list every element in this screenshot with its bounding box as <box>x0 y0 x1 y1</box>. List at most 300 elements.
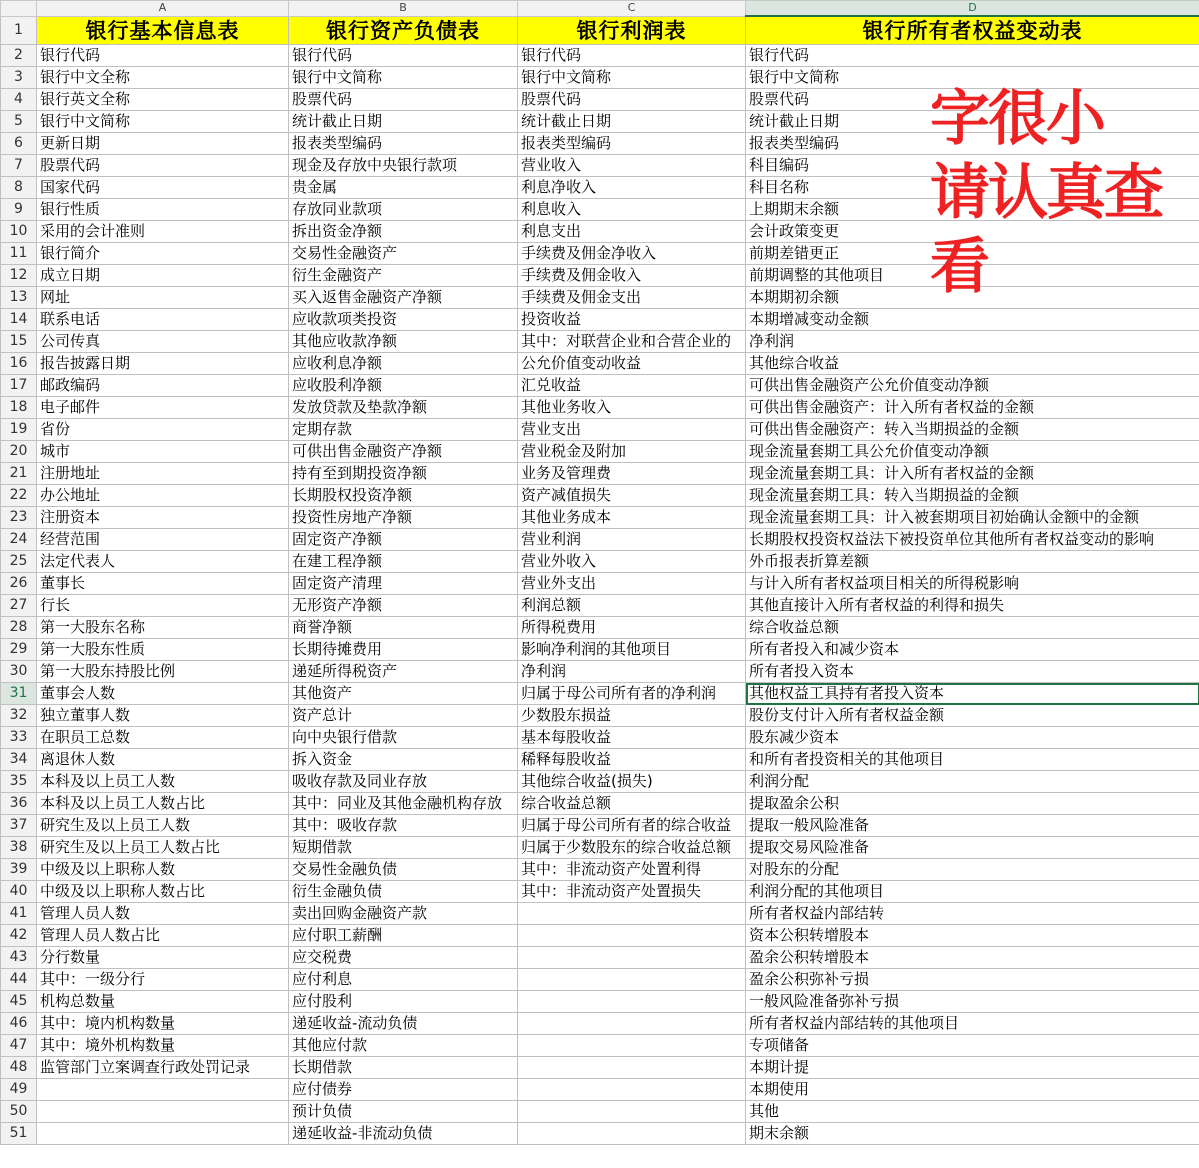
row-number[interactable]: 2 <box>1 45 37 67</box>
table-row <box>1 683 1199 705</box>
cell-d[interactable]: 股东减少资本 <box>746 727 1199 749</box>
cell-c[interactable]: 其中：非流动资产处置损失 <box>518 881 746 903</box>
header-cell-income-statement[interactable]: 银行利润表 <box>518 16 746 45</box>
table-row <box>1 353 1199 375</box>
cell-d[interactable]: 前期调整的其他项目 <box>746 265 1199 287</box>
cell-d[interactable]: 提取一般风险准备 <box>746 815 1199 837</box>
column-header-d[interactable]: D <box>746 1 1199 17</box>
row-number[interactable]: 51 <box>1 1123 37 1145</box>
cell-a[interactable]: 中级及以上职称人数占比 <box>37 881 289 903</box>
select-all-corner[interactable] <box>1 1 37 17</box>
cell-a[interactable]: 第一大股东名称 <box>37 617 289 639</box>
row-number[interactable]: 19 <box>1 419 37 441</box>
cell-a[interactable]: 行长 <box>37 595 289 617</box>
row-number[interactable]: 50 <box>1 1101 37 1123</box>
cell-d[interactable]: 资本公积转增股本 <box>746 925 1199 947</box>
row-number[interactable]: 9 <box>1 199 37 221</box>
cell-b[interactable]: 递延收益-非流动负债 <box>289 1123 518 1145</box>
row-number[interactable]: 17 <box>1 375 37 397</box>
cell-b[interactable]: 其他资产 <box>289 683 518 705</box>
cell-a[interactable]: 中级及以上职称人数 <box>37 859 289 881</box>
cell-d[interactable]: 报表类型编码 <box>746 133 1199 155</box>
table-row <box>1 617 1199 639</box>
cell-a[interactable]: 网址 <box>37 287 289 309</box>
row-number[interactable]: 27 <box>1 595 37 617</box>
cell-c[interactable] <box>518 1079 746 1101</box>
column-header-c[interactable]: C <box>518 1 746 17</box>
table-row <box>1 375 1199 397</box>
cell-b[interactable]: 投资性房地产净额 <box>289 507 518 529</box>
cell-a[interactable]: 其中：一级分行 <box>37 969 289 991</box>
cell-d[interactable]: 一般风险准备弥补亏损 <box>746 991 1199 1013</box>
cell-c[interactable]: 稀释每股收益 <box>518 749 746 771</box>
table-row <box>1 705 1199 727</box>
cell-c[interactable]: 利润总额 <box>518 595 746 617</box>
cell-b[interactable]: 股票代码 <box>289 89 518 111</box>
row-number[interactable]: 44 <box>1 969 37 991</box>
cell-c[interactable]: 统计截止日期 <box>518 111 746 133</box>
row-number[interactable]: 35 <box>1 771 37 793</box>
cell-d[interactable]: 现金流量套期工具：计入被套期项目初始确认金额中的金额 <box>746 507 1199 529</box>
cell-d[interactable]: 长期股权投资权益法下被投资单位其他所有者权益变动的影响 <box>746 529 1199 551</box>
row-number[interactable]: 3 <box>1 67 37 89</box>
cell-a[interactable]: 联系电话 <box>37 309 289 331</box>
header-cell-equity-changes[interactable]: 银行所有者权益变动表 <box>746 16 1199 45</box>
table-row <box>1 441 1199 463</box>
cell-c[interactable] <box>518 1101 746 1123</box>
cell-c[interactable]: 营业利润 <box>518 529 746 551</box>
row-number[interactable]: 39 <box>1 859 37 881</box>
cell-a[interactable]: 银行中文全称 <box>37 67 289 89</box>
cell-b[interactable]: 发放贷款及垫款净额 <box>289 397 518 419</box>
cell-a[interactable]: 银行英文全称 <box>37 89 289 111</box>
cell-c[interactable]: 少数股东损益 <box>518 705 746 727</box>
cell-c[interactable]: 利息支出 <box>518 221 746 243</box>
cell-a[interactable]: 国家代码 <box>37 177 289 199</box>
cell-c[interactable]: 所得税费用 <box>518 617 746 639</box>
row-number[interactable]: 30 <box>1 661 37 683</box>
cell-d[interactable]: 对股东的分配 <box>746 859 1199 881</box>
cell-d[interactable]: 其他 <box>746 1101 1199 1123</box>
cell-a[interactable]: 注册地址 <box>37 463 289 485</box>
cell-b[interactable]: 无形资产净额 <box>289 595 518 617</box>
cell-b[interactable]: 吸收存款及同业存放 <box>289 771 518 793</box>
cell-c[interactable] <box>518 991 746 1013</box>
cell-b[interactable]: 在建工程净额 <box>289 551 518 573</box>
cell-b[interactable]: 长期股权投资净额 <box>289 485 518 507</box>
row-number[interactable]: 7 <box>1 155 37 177</box>
table-row <box>1 595 1199 617</box>
cell-c[interactable]: 归属于少数股东的综合收益总额 <box>518 837 746 859</box>
row-number[interactable]: 36 <box>1 793 37 815</box>
cell-c[interactable]: 营业外收入 <box>518 551 746 573</box>
annotation-line: 字很小 <box>930 84 1104 154</box>
cell-a[interactable] <box>37 1079 289 1101</box>
cell-a[interactable]: 股票代码 <box>37 155 289 177</box>
row-number[interactable]: 10 <box>1 221 37 243</box>
annotation-line: 请认真查 <box>930 158 1162 228</box>
cell-d[interactable]: 科目名称 <box>746 177 1199 199</box>
row-number[interactable]: 42 <box>1 925 37 947</box>
cell-a[interactable] <box>37 1123 289 1145</box>
cell-a[interactable]: 银行性质 <box>37 199 289 221</box>
cell-b[interactable]: 持有至到期投资净额 <box>289 463 518 485</box>
cell-c[interactable]: 汇兑收益 <box>518 375 746 397</box>
cell-c[interactable] <box>518 925 746 947</box>
cell-a[interactable]: 电子邮件 <box>37 397 289 419</box>
cell-b[interactable]: 银行中文简称 <box>289 67 518 89</box>
row-number[interactable]: 22 <box>1 485 37 507</box>
row-number[interactable]: 31 <box>1 683 37 705</box>
cell-d[interactable]: 本期增减变动金额 <box>746 309 1199 331</box>
cell-a[interactable]: 更新日期 <box>37 133 289 155</box>
column-header-a[interactable]: A <box>37 1 289 17</box>
cell-b[interactable]: 其他应收款净额 <box>289 331 518 353</box>
cell-d[interactable]: 本期计提 <box>746 1057 1199 1079</box>
cell-b[interactable]: 交易性金融资产 <box>289 243 518 265</box>
cell-d[interactable]: 所有者权益内部结转的其他项目 <box>746 1013 1199 1035</box>
cell-c[interactable]: 手续费及佣金支出 <box>518 287 746 309</box>
row-number[interactable]: 40 <box>1 881 37 903</box>
table-row <box>1 45 1199 67</box>
cell-d[interactable]: 所有者权益内部结转 <box>746 903 1199 925</box>
cell-d[interactable]: 期末余额 <box>746 1123 1199 1145</box>
cell-a[interactable]: 采用的会计准则 <box>37 221 289 243</box>
cell-a[interactable]: 董事长 <box>37 573 289 595</box>
cell-a[interactable]: 公司传真 <box>37 331 289 353</box>
table-row <box>1 507 1199 529</box>
cell-c[interactable]: 归属于母公司所有者的综合收益 <box>518 815 746 837</box>
cell-a[interactable]: 城市 <box>37 441 289 463</box>
cell-c[interactable]: 营业外支出 <box>518 573 746 595</box>
cell-d[interactable]: 可供出售金融资产公允价值变动净额 <box>746 375 1199 397</box>
table-row <box>1 1057 1199 1079</box>
cell-a[interactable]: 管理人员人数 <box>37 903 289 925</box>
cell-d[interactable]: 现金流量套期工具：转入当期损益的金额 <box>746 485 1199 507</box>
cell-a[interactable]: 报告披露日期 <box>37 353 289 375</box>
cell-d[interactable]: 银行中文简称 <box>746 67 1199 89</box>
cell-b[interactable]: 预计负债 <box>289 1101 518 1123</box>
cell-a[interactable]: 经营范围 <box>37 529 289 551</box>
row-number[interactable]: 18 <box>1 397 37 419</box>
cell-c[interactable]: 投资收益 <box>518 309 746 331</box>
cell-b[interactable]: 贵金属 <box>289 177 518 199</box>
cell-b[interactable]: 卖出回购金融资产款 <box>289 903 518 925</box>
cell-c[interactable]: 公允价值变动收益 <box>518 353 746 375</box>
cell-a[interactable]: 办公地址 <box>37 485 289 507</box>
cell-c[interactable]: 股票代码 <box>518 89 746 111</box>
table-row <box>1 485 1199 507</box>
cell-a[interactable]: 成立日期 <box>37 265 289 287</box>
row-number[interactable]: 20 <box>1 441 37 463</box>
active-cell[interactable]: 其他权益工具持有者投入资本 <box>746 683 1199 705</box>
cell-b[interactable]: 衍生金融资产 <box>289 265 518 287</box>
row-number[interactable]: 5 <box>1 111 37 133</box>
cell-c[interactable]: 银行中文简称 <box>518 67 746 89</box>
row-number[interactable]: 21 <box>1 463 37 485</box>
cell-b[interactable]: 其中：吸收存款 <box>289 815 518 837</box>
cell-a[interactable]: 银行代码 <box>37 45 289 67</box>
table-row <box>1 881 1199 903</box>
cell-b[interactable]: 可供出售金融资产净额 <box>289 441 518 463</box>
cell-b[interactable]: 固定资产清理 <box>289 573 518 595</box>
cell-a[interactable]: 研究生及以上员工人数 <box>37 815 289 837</box>
cell-c[interactable]: 银行代码 <box>518 45 746 67</box>
row-number[interactable]: 38 <box>1 837 37 859</box>
cell-c[interactable]: 业务及管理费 <box>518 463 746 485</box>
cell-b[interactable]: 报表类型编码 <box>289 133 518 155</box>
cell-d[interactable]: 可供出售金融资产：计入所有者权益的金额 <box>746 397 1199 419</box>
cell-c[interactable]: 综合收益总额 <box>518 793 746 815</box>
cell-b[interactable]: 现金及存放中央银行款项 <box>289 155 518 177</box>
cell-c[interactable] <box>518 1057 746 1079</box>
cell-c[interactable]: 其他业务收入 <box>518 397 746 419</box>
annotation-line: 看 <box>930 232 988 302</box>
cell-c[interactable]: 手续费及佣金净收入 <box>518 243 746 265</box>
cell-b[interactable]: 拆出资金净额 <box>289 221 518 243</box>
cell-b[interactable]: 长期借款 <box>289 1057 518 1079</box>
row-number[interactable]: 11 <box>1 243 37 265</box>
cell-b[interactable]: 定期存款 <box>289 419 518 441</box>
cell-b[interactable]: 短期借款 <box>289 837 518 859</box>
cell-c[interactable]: 资产减值损失 <box>518 485 746 507</box>
table-row <box>1 199 1199 221</box>
header-row <box>1 16 1199 45</box>
cell-a[interactable]: 机构总数量 <box>37 991 289 1013</box>
row-number[interactable]: 45 <box>1 991 37 1013</box>
cell-c[interactable]: 营业收入 <box>518 155 746 177</box>
row-number[interactable]: 29 <box>1 639 37 661</box>
cell-b[interactable]: 应付利息 <box>289 969 518 991</box>
cell-d[interactable]: 其他综合收益 <box>746 353 1199 375</box>
cell-d[interactable]: 利润分配 <box>746 771 1199 793</box>
cell-c[interactable]: 其中：对联营企业和合营企业的 <box>518 331 746 353</box>
cell-c[interactable]: 营业税金及附加 <box>518 441 746 463</box>
table-row <box>1 463 1199 485</box>
cell-b[interactable]: 应收利息净额 <box>289 353 518 375</box>
table-row <box>1 859 1199 881</box>
cell-d[interactable]: 前期差错更正 <box>746 243 1199 265</box>
cell-d[interactable]: 利润分配的其他项目 <box>746 881 1199 903</box>
cell-b[interactable]: 应付职工薪酬 <box>289 925 518 947</box>
cell-a[interactable]: 研究生及以上员工人数占比 <box>37 837 289 859</box>
row-number[interactable]: 48 <box>1 1057 37 1079</box>
cell-d[interactable]: 所有者投入和减少资本 <box>746 639 1199 661</box>
table-row <box>1 749 1199 771</box>
cell-b[interactable]: 应付债券 <box>289 1079 518 1101</box>
cell-d[interactable]: 现金流量套期工具：计入所有者权益的金额 <box>746 463 1199 485</box>
cell-d[interactable]: 本期期初余额 <box>746 287 1199 309</box>
table-row <box>1 177 1199 199</box>
table-row <box>1 837 1199 859</box>
cell-a[interactable]: 其中：境内机构数量 <box>37 1013 289 1035</box>
cell-a[interactable]: 离退休人数 <box>37 749 289 771</box>
cell-a[interactable]: 其中：境外机构数量 <box>37 1035 289 1057</box>
cell-a[interactable]: 法定代表人 <box>37 551 289 573</box>
cell-b[interactable]: 统计截止日期 <box>289 111 518 133</box>
cell-c[interactable]: 报表类型编码 <box>518 133 746 155</box>
cell-a[interactable]: 在职员工总数 <box>37 727 289 749</box>
cell-b[interactable]: 其中：同业及其他金融机构存放 <box>289 793 518 815</box>
cell-c[interactable]: 其中：非流动资产处置利得 <box>518 859 746 881</box>
row-number[interactable]: 49 <box>1 1079 37 1101</box>
row-number[interactable]: 15 <box>1 331 37 353</box>
cell-d[interactable]: 外币报表折算差额 <box>746 551 1199 573</box>
row-number[interactable]: 33 <box>1 727 37 749</box>
cell-c[interactable]: 营业支出 <box>518 419 746 441</box>
row-number[interactable]: 47 <box>1 1035 37 1057</box>
cell-c[interactable] <box>518 1013 746 1035</box>
cell-b[interactable]: 应收股利净额 <box>289 375 518 397</box>
table-row <box>1 331 1199 353</box>
column-header-b[interactable]: B <box>289 1 518 17</box>
row-number[interactable]: 34 <box>1 749 37 771</box>
cell-d[interactable]: 银行代码 <box>746 45 1199 67</box>
cell-b[interactable]: 商誉净额 <box>289 617 518 639</box>
table-row <box>1 265 1199 287</box>
cell-a[interactable]: 省份 <box>37 419 289 441</box>
cell-d[interactable]: 净利润 <box>746 331 1199 353</box>
row-number[interactable]: 23 <box>1 507 37 529</box>
cell-a[interactable]: 管理人员人数占比 <box>37 925 289 947</box>
cell-d[interactable]: 其他直接计入所有者权益的利得和损失 <box>746 595 1199 617</box>
table-row <box>1 551 1199 573</box>
row-number[interactable]: 26 <box>1 573 37 595</box>
cell-d[interactable]: 股票代码 <box>746 89 1199 111</box>
cell-c[interactable]: 净利润 <box>518 661 746 683</box>
cell-c[interactable]: 利息净收入 <box>518 177 746 199</box>
cell-c[interactable] <box>518 903 746 925</box>
cell-a[interactable]: 注册资本 <box>37 507 289 529</box>
cell-b[interactable]: 应付股利 <box>289 991 518 1013</box>
cell-b[interactable]: 固定资产净额 <box>289 529 518 551</box>
cell-d[interactable]: 上期期末余额 <box>746 199 1199 221</box>
cell-a[interactable]: 邮政编码 <box>37 375 289 397</box>
cell-d[interactable]: 本期使用 <box>746 1079 1199 1101</box>
cell-d[interactable]: 盈余公积转增股本 <box>746 947 1199 969</box>
cell-d[interactable]: 与计入所有者权益项目相关的所得税影响 <box>746 573 1199 595</box>
cell-b[interactable]: 交易性金融负债 <box>289 859 518 881</box>
row-number[interactable]: 12 <box>1 265 37 287</box>
cell-c[interactable]: 其他综合收益(损失) <box>518 771 746 793</box>
cell-d[interactable]: 提取交易风险准备 <box>746 837 1199 859</box>
row-number[interactable]: 46 <box>1 1013 37 1035</box>
cell-b[interactable]: 向中央银行借款 <box>289 727 518 749</box>
cell-a[interactable]: 董事会人数 <box>37 683 289 705</box>
cell-d[interactable]: 盈余公积弥补亏损 <box>746 969 1199 991</box>
cell-d[interactable]: 统计截止日期 <box>746 111 1199 133</box>
cell-d[interactable]: 提取盈余公积 <box>746 793 1199 815</box>
cell-d[interactable]: 综合收益总额 <box>746 617 1199 639</box>
cell-b[interactable]: 衍生金融负债 <box>289 881 518 903</box>
cell-b[interactable]: 递延收益-流动负债 <box>289 1013 518 1035</box>
cell-b[interactable]: 资产总计 <box>289 705 518 727</box>
row-number[interactable]: 37 <box>1 815 37 837</box>
row-number[interactable]: 32 <box>1 705 37 727</box>
row-number[interactable]: 13 <box>1 287 37 309</box>
cell-c[interactable] <box>518 969 746 991</box>
table-row <box>1 67 1199 89</box>
table-row <box>1 793 1199 815</box>
cell-a[interactable]: 本科及以上员工人数占比 <box>37 793 289 815</box>
cell-d[interactable]: 现金流量套期工具公允价值变动净额 <box>746 441 1199 463</box>
row-number[interactable]: 8 <box>1 177 37 199</box>
cell-c[interactable]: 归属于母公司所有者的净利润 <box>518 683 746 705</box>
table-row <box>1 639 1199 661</box>
table-row <box>1 155 1199 177</box>
table-row <box>1 771 1199 793</box>
cell-d[interactable]: 可供出售金融资产：转入当期损益的金额 <box>746 419 1199 441</box>
cell-b[interactable]: 其他应付款 <box>289 1035 518 1057</box>
cell-a[interactable]: 银行中文简称 <box>37 111 289 133</box>
cell-c[interactable]: 基本每股收益 <box>518 727 746 749</box>
cell-a[interactable]: 第一大股东性质 <box>37 639 289 661</box>
cell-c[interactable]: 影响净利润的其他项目 <box>518 639 746 661</box>
cell-b[interactable]: 拆入资金 <box>289 749 518 771</box>
table-row <box>1 111 1199 133</box>
row-number[interactable]: 16 <box>1 353 37 375</box>
column-header-row <box>1 1 1199 17</box>
cell-a[interactable]: 监管部门立案调查行政处罚记录 <box>37 1057 289 1079</box>
row-number[interactable]: 4 <box>1 89 37 111</box>
cell-d[interactable]: 所有者投入资本 <box>746 661 1199 683</box>
table-row <box>1 573 1199 595</box>
table-row <box>1 1035 1199 1057</box>
cell-c[interactable]: 利息收入 <box>518 199 746 221</box>
cell-b[interactable]: 应收款项类投资 <box>289 309 518 331</box>
table-row <box>1 815 1199 837</box>
cell-c[interactable]: 其他业务成本 <box>518 507 746 529</box>
row-number[interactable]: 28 <box>1 617 37 639</box>
header-cell-balance-sheet[interactable]: 银行资产负债表 <box>289 16 518 45</box>
cell-a[interactable]: 银行简介 <box>37 243 289 265</box>
cell-a[interactable] <box>37 1101 289 1123</box>
cell-d[interactable]: 和所有者投资相关的其他项目 <box>746 749 1199 771</box>
cell-d[interactable]: 股份支付计入所有者权益金额 <box>746 705 1199 727</box>
row-number[interactable]: 43 <box>1 947 37 969</box>
cell-b[interactable]: 买入返售金融资产净额 <box>289 287 518 309</box>
cell-d[interactable]: 专项储备 <box>746 1035 1199 1057</box>
table-row <box>1 727 1199 749</box>
cell-a[interactable]: 独立董事人数 <box>37 705 289 727</box>
row-number[interactable]: 14 <box>1 309 37 331</box>
cell-a[interactable]: 本科及以上员工人数 <box>37 771 289 793</box>
header-cell-bank-info[interactable]: 银行基本信息表 <box>37 16 289 45</box>
cell-d[interactable]: 科目编码 <box>746 155 1199 177</box>
row-number[interactable]: 24 <box>1 529 37 551</box>
cell-c[interactable]: 手续费及佣金收入 <box>518 265 746 287</box>
cell-c[interactable] <box>518 947 746 969</box>
cell-c[interactable] <box>518 1123 746 1145</box>
row-number[interactable]: 41 <box>1 903 37 925</box>
row-number[interactable]: 6 <box>1 133 37 155</box>
cell-b[interactable]: 长期待摊费用 <box>289 639 518 661</box>
cell-b[interactable]: 存放同业款项 <box>289 199 518 221</box>
row-number[interactable]: 1 <box>1 16 37 45</box>
table-row <box>1 903 1199 925</box>
cell-a[interactable]: 第一大股东持股比例 <box>37 661 289 683</box>
table-row <box>1 221 1199 243</box>
cell-b[interactable]: 递延所得税资产 <box>289 661 518 683</box>
cell-a[interactable]: 分行数量 <box>37 947 289 969</box>
cell-b[interactable]: 应交税费 <box>289 947 518 969</box>
cell-c[interactable] <box>518 1035 746 1057</box>
table-row <box>1 89 1199 111</box>
cell-d[interactable]: 会计政策变更 <box>746 221 1199 243</box>
row-number[interactable]: 25 <box>1 551 37 573</box>
cell-b[interactable]: 银行代码 <box>289 45 518 67</box>
table-row <box>1 287 1199 309</box>
